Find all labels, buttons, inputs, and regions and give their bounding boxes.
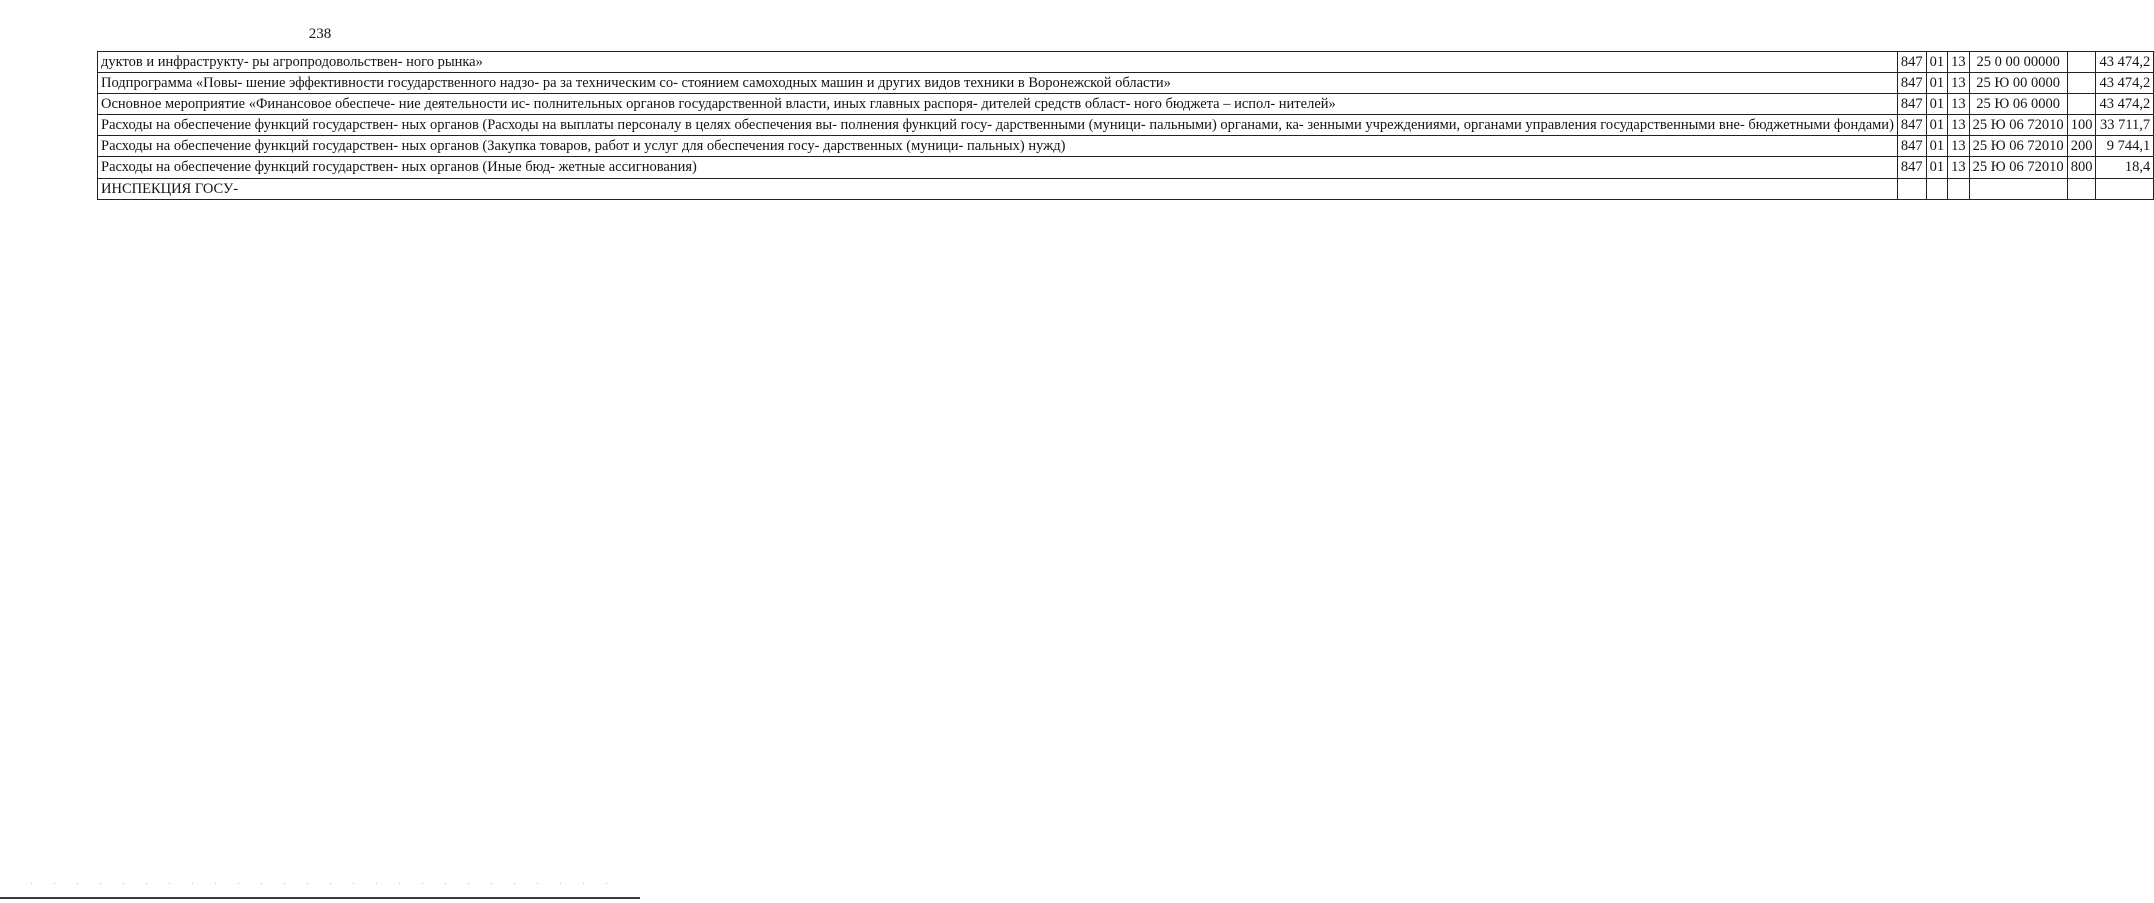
row-expense-type-cell: 100 xyxy=(2067,115,2096,136)
row-ministry-code-cell: 847 xyxy=(1897,136,1926,157)
row-amount-cell xyxy=(2096,178,2154,199)
row-ministry-code-cell: 847 xyxy=(1897,52,1926,73)
row-name-cell: Основное мероприятие «Финансовое обеспече- ние деятельности ис- полнительных органов государственной власти, иных главных распоря- дителей средств област- ного бюджета – испол- нителей» xyxy=(98,94,1898,115)
row-name-cell: Расходы на обеспечение функций государствен- ных органов (Иные бюд- жетные ассигнования) xyxy=(98,157,1898,178)
row-name-cell: Подпрограмма «Повы- шение эффективности государственного надзо- ра за техническим со- стоянием самоходных машин и других видов техники в Воронежской области» xyxy=(98,73,1898,94)
row-target-article-cell: 25 Ю 06 0000 xyxy=(1969,94,2067,115)
row-amount-cell: 43 474,2 xyxy=(2096,52,2154,73)
row-amount-cell: 43 474,2 xyxy=(2096,73,2154,94)
row-name-cell: ИНСПЕКЦИЯ ГОСУ- xyxy=(98,178,1898,199)
row-expense-type-cell xyxy=(2067,94,2096,115)
row-target-article-cell xyxy=(1969,178,2067,199)
table-row xyxy=(98,94,2154,115)
row-amount-cell: 33 711,7 xyxy=(2096,115,2154,136)
row-section-cell: 01 xyxy=(1926,115,1948,136)
budget-table-body xyxy=(98,52,2154,200)
row-subsection-cell: 13 xyxy=(1948,52,1970,73)
page-number: 238 xyxy=(308,26,332,42)
row-section-cell: 01 xyxy=(1926,73,1948,94)
row-subsection-cell xyxy=(1948,178,1970,199)
row-subsection-cell: 13 xyxy=(1948,73,1970,94)
row-name-cell: дуктов и инфраструкту- ры агропродовольствен- ного рынка» xyxy=(98,52,1898,73)
row-section-cell: 01 xyxy=(1926,157,1948,178)
row-ministry-code-cell: 847 xyxy=(1897,73,1926,94)
row-section-cell: 01 xyxy=(1926,94,1948,115)
row-target-article-cell: 25 Ю 06 72010 xyxy=(1969,157,2067,178)
table-row xyxy=(98,73,2154,94)
table-row xyxy=(98,136,2154,157)
row-section-cell: 01 xyxy=(1926,136,1948,157)
row-subsection-cell: 13 xyxy=(1948,157,1970,178)
table-row xyxy=(98,52,2154,73)
row-ministry-code-cell: 847 xyxy=(1897,157,1926,178)
budget-table xyxy=(97,51,2154,200)
row-name-cell: Расходы на обеспечение функций государствен- ных органов (Расходы на выплаты персоналу в целях обеспечения вы- полнения функций госу- дарственными (муници- пальными) органами, ка- зенными учреждениями, органами управления государственными вне- бюджетными фондами) xyxy=(98,115,1898,136)
row-section-cell xyxy=(1926,178,1948,199)
row-target-article-cell: 25 Ю 06 72010 xyxy=(1969,115,2067,136)
scan-noise xyxy=(20,880,620,890)
row-expense-type-cell xyxy=(2067,178,2096,199)
row-name-cell: Расходы на обеспечение функций государствен- ных органов (Закупка товаров, работ и услуг для обеспечения госу- дарственных (муници- пальных) нужд) xyxy=(98,136,1898,157)
row-amount-cell: 9 744,1 xyxy=(2096,136,2154,157)
row-ministry-code-cell: 847 xyxy=(1897,115,1926,136)
row-target-article-cell: 25 Ю 06 72010 xyxy=(1969,136,2067,157)
row-section-cell: 01 xyxy=(1926,52,1948,73)
row-target-article-cell: 25 0 00 00000 xyxy=(1969,52,2067,73)
row-ministry-code-cell: 847 xyxy=(1897,94,1926,115)
row-ministry-code-cell xyxy=(1897,178,1926,199)
scan-edge-line xyxy=(0,897,640,899)
row-expense-type-cell xyxy=(2067,73,2096,94)
row-amount-cell: 43 474,2 xyxy=(2096,94,2154,115)
row-amount-cell: 18,4 xyxy=(2096,157,2154,178)
row-expense-type-cell: 200 xyxy=(2067,136,2096,157)
row-subsection-cell: 13 xyxy=(1948,115,1970,136)
table-row xyxy=(98,157,2154,178)
row-subsection-cell: 13 xyxy=(1948,136,1970,157)
row-target-article-cell: 25 Ю 00 0000 xyxy=(1969,73,2067,94)
table-row xyxy=(98,115,2154,136)
table-row xyxy=(98,178,2154,199)
row-expense-type-cell: 800 xyxy=(2067,157,2096,178)
row-subsection-cell: 13 xyxy=(1948,94,1970,115)
row-expense-type-cell xyxy=(2067,52,2096,73)
